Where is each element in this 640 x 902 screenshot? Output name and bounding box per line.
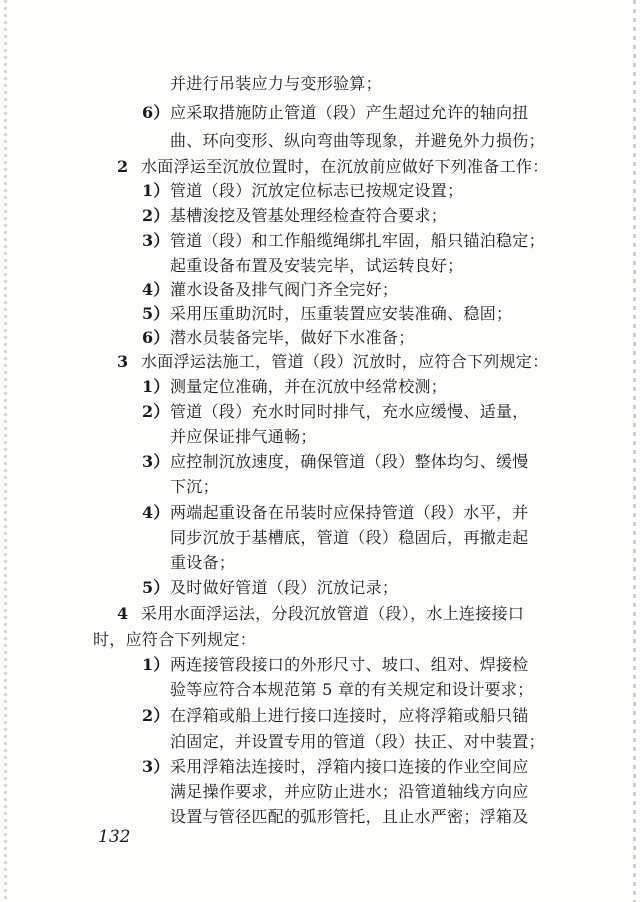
text-line — [170, 528, 529, 548]
text-line — [142, 280, 398, 300]
line-text: 管道（段）和工作船缆绳绑扎牢固，船只锚泊稳定； — [170, 231, 545, 250]
line-text: 管道（段）充水时同时排气，充水应缓慢、适量， — [170, 402, 529, 421]
line-text: 及时做好管道（段）沉放记录； — [170, 578, 399, 597]
item-number: 1） — [142, 181, 170, 200]
item-number: 2） — [142, 402, 170, 421]
text-line — [117, 352, 549, 372]
text-line — [142, 503, 529, 523]
line-text: 下沉； — [170, 477, 219, 496]
text-line — [170, 74, 382, 94]
text-line — [117, 157, 549, 177]
item-number: 1） — [142, 377, 170, 396]
clause-number: 3 — [117, 352, 129, 371]
line-text: 潜水员装备完毕，做好下水准备； — [170, 328, 415, 347]
scan-edge-left — [4, 0, 7, 902]
line-text: 设置与管径匹配的弧形管托，且止水严密；浮箱及 — [170, 807, 529, 826]
text-line — [142, 578, 398, 598]
line-text: 重设备； — [170, 553, 236, 572]
text-line — [142, 328, 415, 348]
text-line — [142, 452, 529, 472]
text-line — [142, 231, 545, 251]
text-line — [142, 402, 529, 422]
item-number: 1） — [142, 655, 170, 674]
text-line — [142, 757, 529, 777]
text-line — [142, 103, 529, 123]
text-line — [142, 181, 463, 201]
text-line — [142, 655, 529, 675]
line-text: 曲、环向变形、纵向弯曲等现象，并避免外力损伤； — [170, 131, 545, 150]
item-number: 3） — [142, 231, 170, 250]
line-text: 两连接管段接口的外形尺寸、坡口、组对、焊接检 — [170, 655, 529, 674]
line-text: 并应保证排气通畅； — [170, 427, 317, 446]
item-number: 3） — [142, 452, 170, 471]
text-line — [93, 630, 256, 650]
text-line — [170, 732, 545, 752]
text-line — [170, 807, 529, 827]
line-text: 采用浮箱法连接时，浮箱内接口连接的作业空间应 — [170, 757, 529, 776]
item-number: 6） — [142, 103, 170, 122]
text-line — [170, 256, 463, 276]
line-text: 同步沉放于基槽底，管道（段）稳固后，再撤走起 — [170, 528, 529, 547]
line-text: 验等应符合本规范第 5 章的有关规定和设计要求； — [170, 680, 534, 699]
text-line — [170, 782, 529, 802]
clause-number: 2 — [117, 157, 129, 176]
line-text: 应采取措施防止管道（段）产生超过允许的轴向扭 — [170, 103, 529, 122]
item-number: 5） — [142, 578, 170, 597]
line-text: 并进行吊装应力与变形验算； — [170, 74, 382, 93]
text-line — [170, 553, 235, 573]
item-number: 3） — [142, 757, 170, 776]
line-text: 时，应符合下列规定： — [93, 630, 257, 649]
text-line — [170, 477, 219, 497]
text-line — [142, 304, 512, 324]
item-number: 2） — [142, 706, 170, 725]
line-text: 采用压重助沉时，压重装置应安装准确、稳固； — [170, 304, 513, 323]
clause-number: 4 — [117, 604, 129, 623]
page-number: 132 — [98, 827, 131, 847]
text-line — [170, 427, 317, 447]
line-text: 水面浮运至沉放位置时，在沉放前应做好下列准备工作： — [141, 157, 549, 176]
text-line — [142, 206, 447, 226]
line-text: 应控制沉放速度，确保管道（段）整体均匀、缓慢 — [170, 452, 529, 471]
scan-edge-right — [633, 0, 636, 902]
line-text: 起重设备布置及安装完毕，试运转良好； — [170, 256, 464, 275]
line-text: 水面浮运法施工，管道（段）沉放时，应符合下列规定： — [141, 352, 549, 371]
line-text: 基槽浚挖及管基处理经检查符合要求； — [170, 206, 448, 225]
line-text: 管道（段）沉放定位标志已按规定设置； — [170, 181, 464, 200]
line-text: 采用水面浮运法，分段沉放管道（段），水上连接接口 — [141, 604, 525, 623]
text-line — [170, 131, 545, 151]
item-number: 6） — [142, 328, 170, 347]
line-text: 满足操作要求，并应防止进水；沿管道轴线方向应 — [170, 782, 529, 801]
text-line — [142, 377, 447, 397]
text-line — [142, 706, 529, 726]
item-number: 2） — [142, 206, 170, 225]
text-line — [170, 680, 534, 700]
text-line — [117, 604, 524, 624]
item-number: 5） — [142, 304, 170, 323]
line-text: 泊固定，并设置专用的管道（段）扶正、对中装置； — [170, 732, 545, 751]
line-text: 灌水设备及排气阀门齐全完好； — [170, 280, 399, 299]
item-number: 4） — [142, 280, 170, 299]
item-number: 4） — [142, 503, 170, 522]
line-text: 测量定位准确，并在沉放中经常校测； — [170, 377, 448, 396]
line-text: 两端起重设备在吊装时应保持管道（段）水平，并 — [170, 503, 529, 522]
line-text: 在浮箱或船上进行接口连接时，应将浮箱或船只锚 — [170, 706, 529, 725]
